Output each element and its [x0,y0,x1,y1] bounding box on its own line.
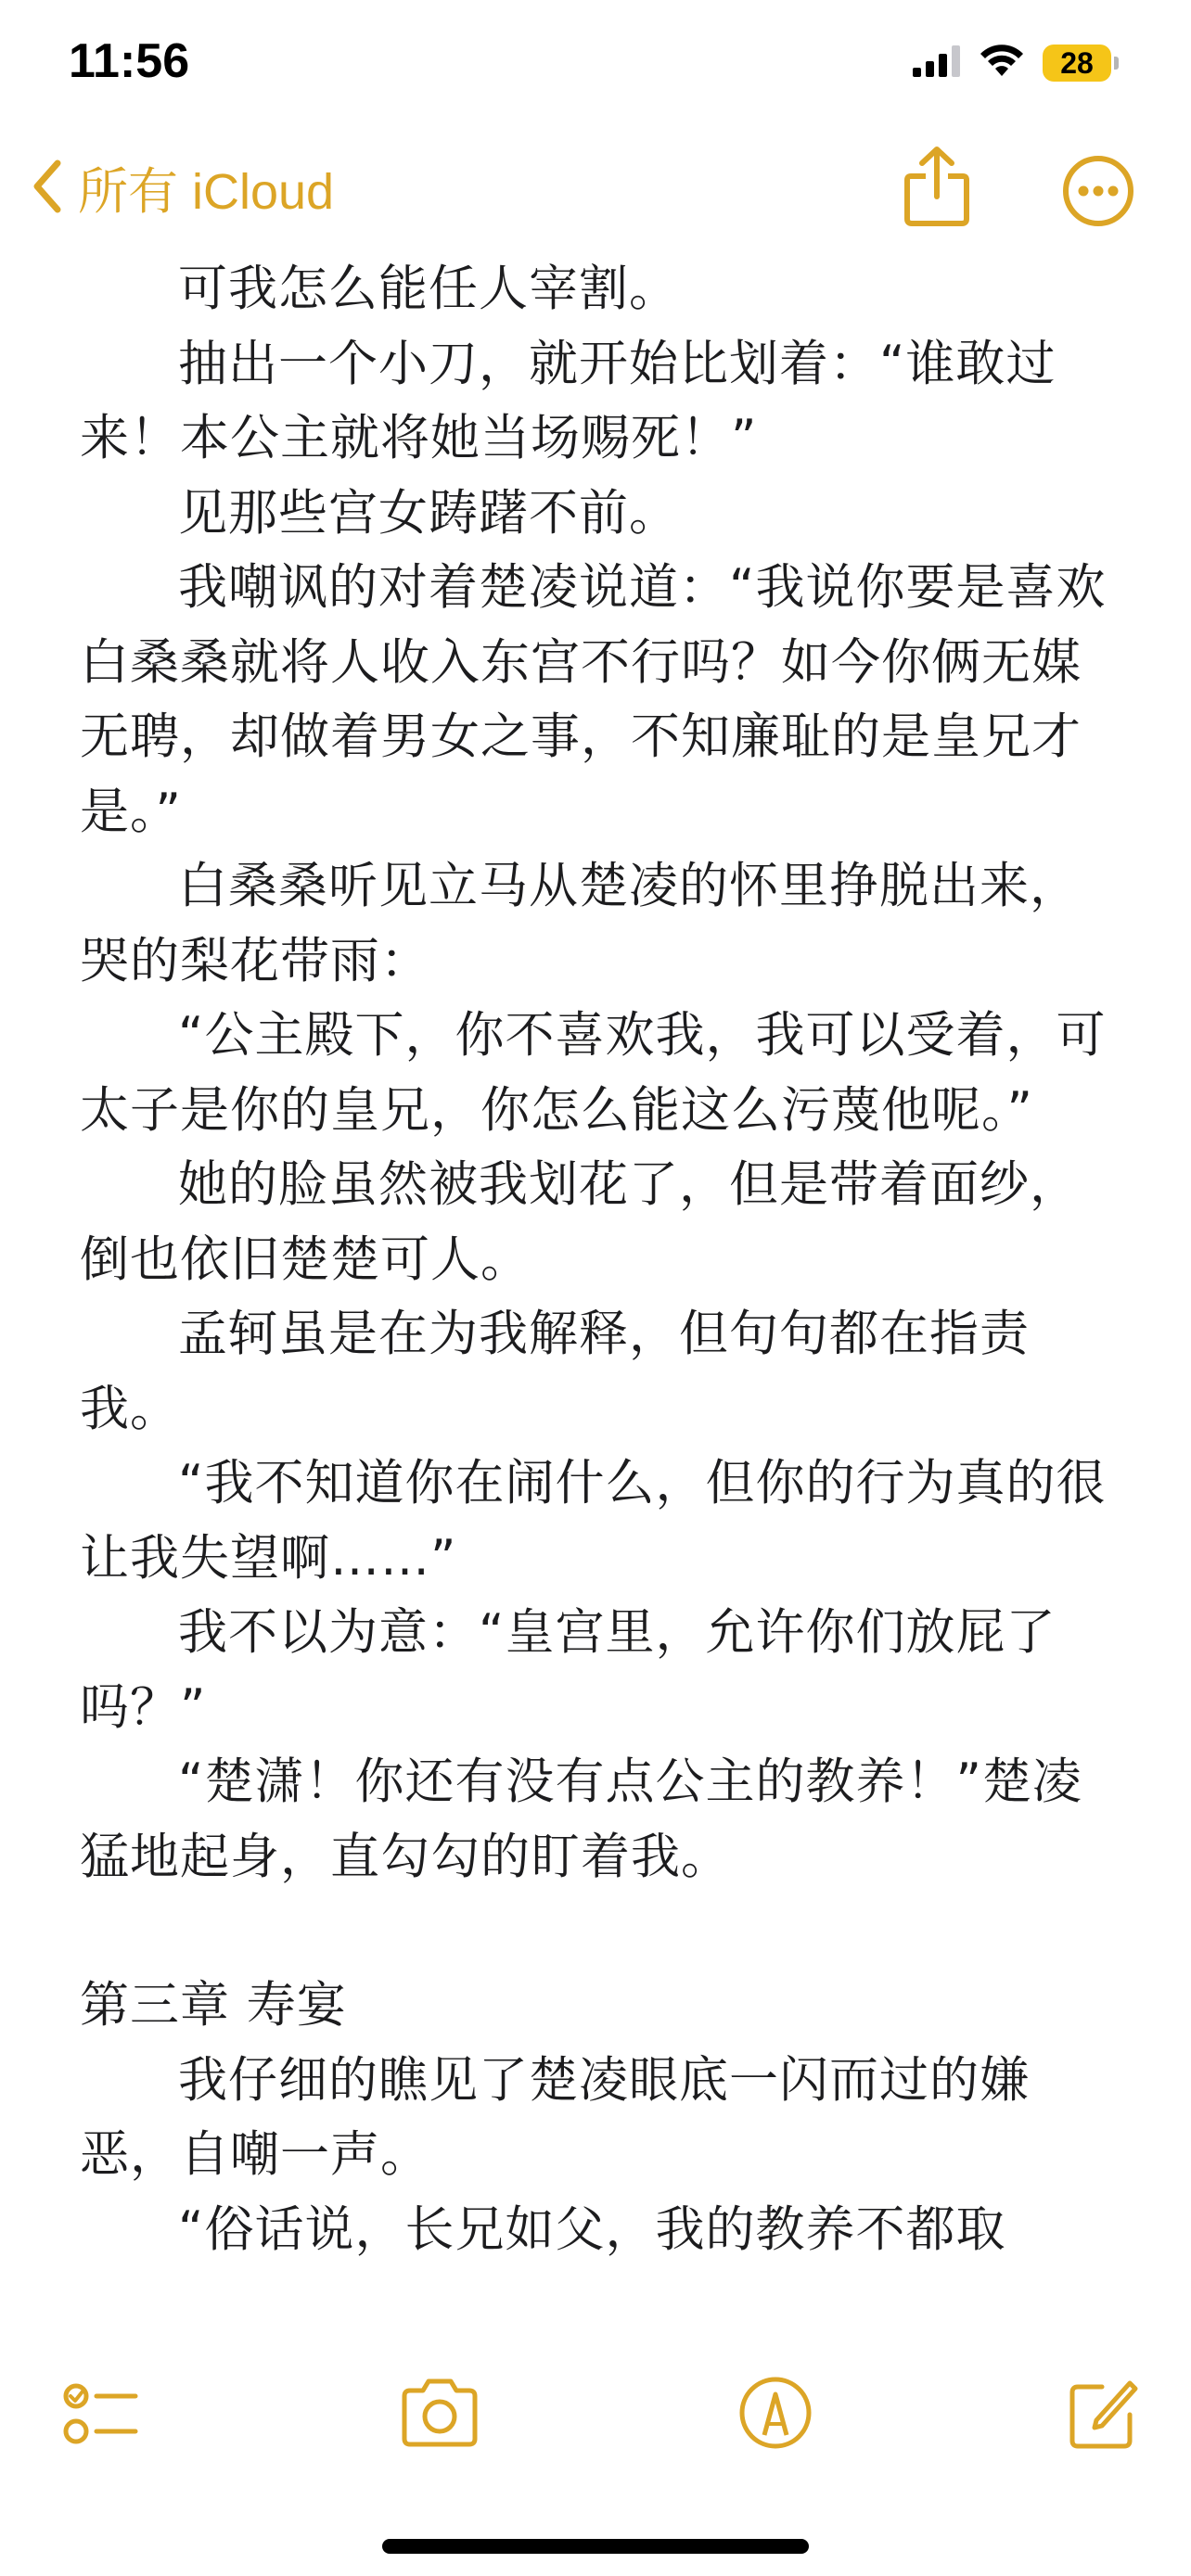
back-label: 所有 iCloud [78,164,335,220]
chevron-left-icon [32,158,63,219]
blank-line [80,1894,1128,1969]
home-indicator[interactable] [382,2539,809,2554]
markup-icon [736,2438,814,2455]
share-button[interactable] [902,145,972,232]
note-paragraph: 抽出一个小刀，就开始比划着：“谁敢过来！本公主就将她当场赐死！” [80,335,1057,466]
back-button[interactable] [32,152,334,223]
checklist-icon [61,2438,139,2455]
note-paragraph: “公主殿下，你不喜欢我，我可以受着，可太子是你的皇兄，你怎么能这么污蔑他呢。” [80,1007,1107,1139]
note-paragraph: 白桑桑听见立马从楚凌的怀里挣脱出来，哭的梨花带雨： [80,858,1080,989]
wifi-icon [980,45,1024,82]
more-options-button[interactable] [1061,154,1135,232]
note-paragraph: 她的脸虽然被我划花了，但是带着面纱，倒也依旧楚楚可人。 [80,1156,1080,1288]
note-paragraph: 见那些宫女踌躇不前。 [178,484,679,542]
compose-icon [1065,2438,1139,2455]
note-paragraph: 我嘲讽的对着楚凌说道：“我说你要是喜欢白桑桑就将人收入东宫不行吗？如今你俩无媒无聘，却做着男女之事，不知廉耻的是皇兄才是。” [80,559,1107,840]
note-paragraph: “我不知道你在闹什么，但你的行为真的很让我失望啊……” [80,1455,1107,1587]
note-paragraph: 我仔细的瞧见了楚凌眼底一闪而过的嫌恶，自嘲一声。 [80,2051,1030,2183]
chapter-title: 第三章 寿宴 [80,1977,347,2034]
battery-level: 28 [1043,45,1111,82]
navigation-bar [0,139,1191,241]
note-body[interactable] [80,252,1128,2267]
cellular-signal-icon [913,45,961,81]
battery-indicator [1043,45,1119,82]
bottom-toolbar [0,2374,1191,2467]
camera-icon [397,2438,482,2455]
markup-button[interactable] [736,2374,814,2455]
status-bar [0,0,1191,130]
battery-tip [1114,57,1119,70]
checklist-button[interactable] [61,2374,139,2455]
status-icons [913,45,1119,82]
note-paragraph: 孟轲虽是在为我解释，但句句都在指责我。 [80,1306,1030,1437]
note-paragraph: 可我怎么能任人宰割。 [178,261,679,317]
note-paragraph: “楚潇！你还有没有点公主的教养！”楚凌猛地起身，直勾勾的盯着我。 [80,1753,1082,1885]
compose-button[interactable] [1065,2374,1139,2455]
status-time: 11:56 [69,34,190,88]
camera-button[interactable] [397,2374,482,2455]
note-paragraph: “俗话说，长兄如父，我的教养不都取 [178,2200,1006,2258]
note-paragraph: 我不以为意：“皇宫里，允许你们放屁了吗？” [80,1604,1057,1736]
ellipsis-circle-icon [1061,214,1135,232]
share-icon [902,214,972,232]
